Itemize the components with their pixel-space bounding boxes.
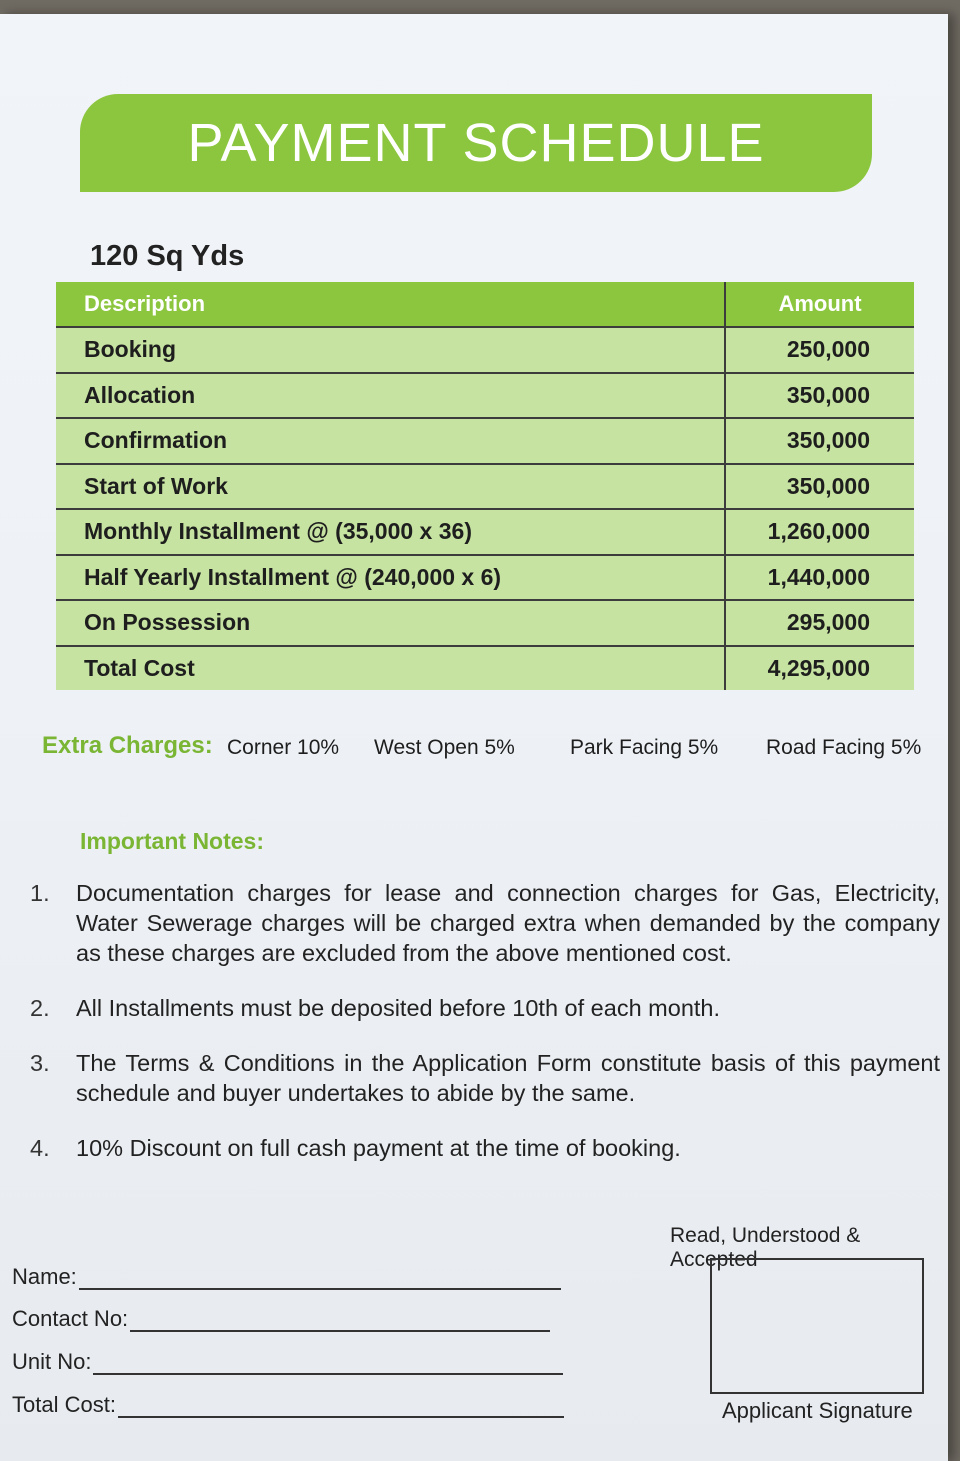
acceptance-heading: Read, Understood & Accepted [670, 1224, 861, 1271]
extra-charge-item: Park Facing 5% [570, 736, 719, 759]
total-cost-field [12, 1392, 564, 1418]
signature-label: Applicant Signature [722, 1398, 913, 1423]
row-amount: 295,000 [725, 600, 914, 646]
payment-schedule-sheet [0, 14, 948, 1461]
row-description: Half Yearly Installment @ (240,000 x 6) [56, 555, 725, 601]
total-label: Total Cost [56, 646, 725, 691]
table-row [56, 373, 914, 419]
unit-no-field [12, 1349, 563, 1375]
list-item [30, 1133, 940, 1163]
plot-size-label: 120 Sq Yds [90, 240, 245, 272]
field-label: Unit No: [12, 1349, 92, 1374]
name-line[interactable] [79, 1268, 561, 1290]
row-amount: 1,260,000 [725, 509, 914, 555]
extra-charge-item: Road Facing 5% [766, 736, 922, 759]
extra-charge-item: Corner 10% [227, 736, 340, 759]
table-header-row [56, 282, 914, 327]
note-number: 4. [30, 1135, 50, 1161]
payment-table [56, 282, 914, 690]
row-amount: 1,440,000 [725, 555, 914, 601]
column-header-description: Description [56, 282, 725, 327]
table-row [56, 327, 914, 373]
notes-heading: Important Notes: [80, 828, 264, 854]
total-cost-line[interactable] [118, 1396, 564, 1418]
row-amount: 350,000 [725, 418, 914, 464]
field-label: Total Cost: [12, 1392, 116, 1417]
name-field [12, 1264, 561, 1290]
row-description: Confirmation [56, 418, 725, 464]
contact-no-line[interactable] [130, 1310, 550, 1332]
note-text: All Installments must be deposited before 10th of each month. [76, 995, 721, 1021]
table-row [56, 600, 914, 646]
row-description: Start of Work [56, 464, 725, 510]
extra-charges-label: Extra Charges: [42, 732, 213, 759]
table-row [56, 418, 914, 464]
table-row [56, 555, 914, 601]
page-title: PAYMENT SCHEDULE [80, 94, 872, 192]
table-row [56, 509, 914, 555]
row-amount: 350,000 [725, 464, 914, 510]
total-row [56, 646, 914, 691]
note-text: The Terms & Conditions in the Application Form constitute basis of this payment schedule and buyer undertakes to abide by the same. [76, 1050, 940, 1106]
note-text: 10% Discount on full cash payment at the time of booking. [76, 1135, 681, 1161]
row-amount: 250,000 [725, 327, 914, 373]
note-number: 1. [30, 880, 50, 906]
extra-charge-item: West Open 5% [374, 736, 515, 759]
row-amount: 350,000 [725, 373, 914, 419]
table-row [56, 464, 914, 510]
column-header-amount: Amount [725, 282, 914, 327]
note-text: Documentation charges for lease and connection charges for Gas, Electricity, Water Sewerage charges will be charged extra when demanded by the company as these charges are excluded from the above mentioned cost. [76, 880, 940, 966]
notes-list [30, 878, 940, 1188]
signature-box[interactable] [710, 1258, 924, 1394]
list-item [30, 993, 940, 1023]
contact-no-field [12, 1306, 550, 1332]
note-number: 2. [30, 995, 50, 1021]
field-label: Name: [12, 1264, 77, 1289]
field-label: Contact No: [12, 1306, 129, 1331]
unit-no-line[interactable] [93, 1353, 563, 1375]
list-item [30, 878, 940, 968]
extra-charges [42, 732, 932, 760]
list-item [30, 1048, 940, 1108]
note-number: 3. [30, 1050, 50, 1076]
row-description: Monthly Installment @ (35,000 x 36) [56, 509, 725, 555]
total-amount: 4,295,000 [725, 646, 914, 691]
row-description: Booking [56, 327, 725, 373]
row-description: On Possession [56, 600, 725, 646]
row-description: Allocation [56, 373, 725, 419]
